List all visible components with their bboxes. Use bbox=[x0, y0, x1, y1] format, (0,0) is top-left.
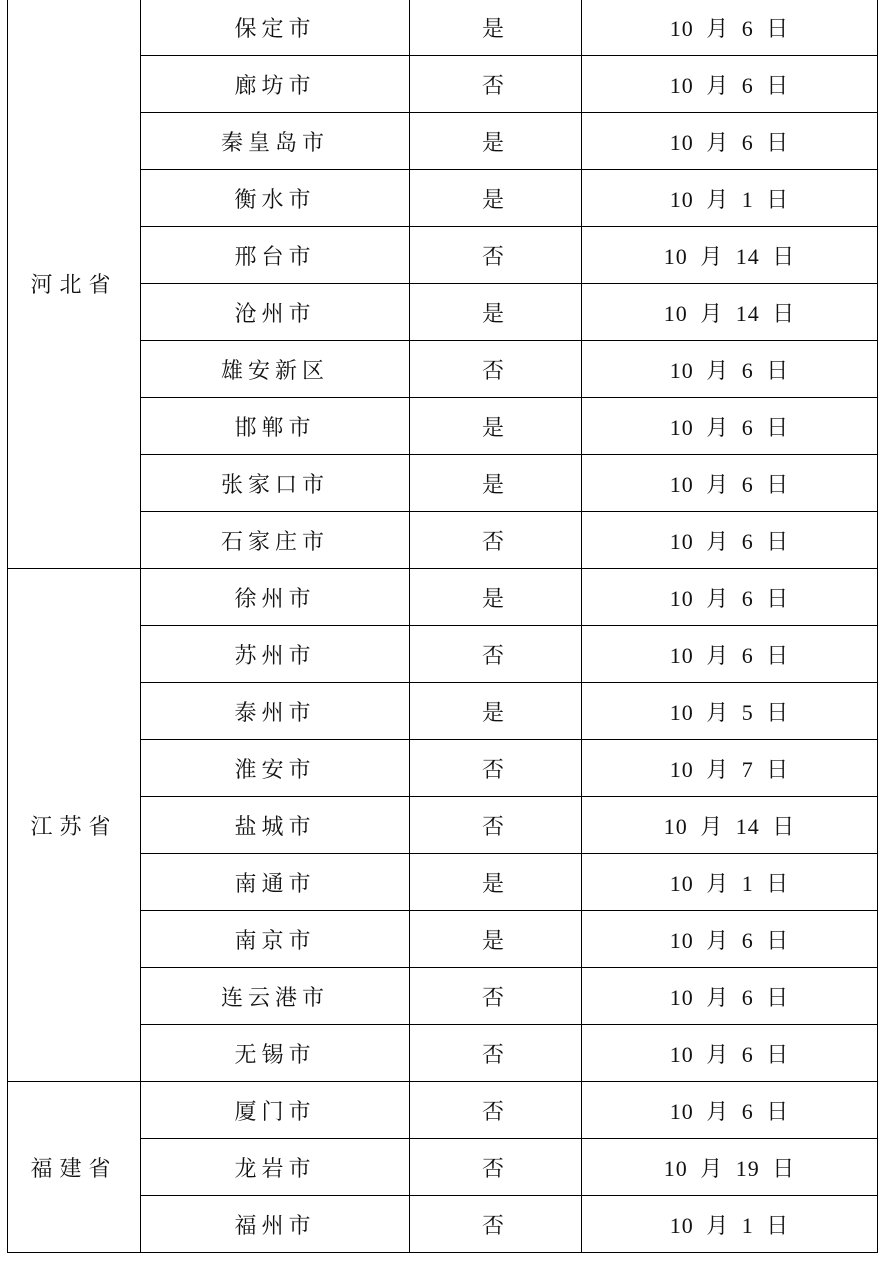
date-cell: 10 月 14 日 bbox=[582, 797, 878, 854]
city-cell: 苏州市 bbox=[141, 626, 410, 683]
city-cell: 淮安市 bbox=[141, 740, 410, 797]
flag-cell: 是 bbox=[410, 683, 582, 740]
flag-cell: 否 bbox=[410, 626, 582, 683]
date-cell: 10 月 1 日 bbox=[582, 854, 878, 911]
province-cell: 河北省 bbox=[8, 0, 141, 569]
city-cell: 南京市 bbox=[141, 911, 410, 968]
flag-cell: 否 bbox=[410, 56, 582, 113]
flag-cell: 否 bbox=[410, 227, 582, 284]
date-cell: 10 月 6 日 bbox=[582, 1025, 878, 1082]
city-cell: 保定市 bbox=[141, 0, 410, 56]
city-cell: 沧州市 bbox=[141, 284, 410, 341]
date-cell: 10 月 1 日 bbox=[582, 170, 878, 227]
province-cell: 福建省 bbox=[8, 1082, 141, 1253]
flag-cell: 否 bbox=[410, 1025, 582, 1082]
city-cell: 廊坊市 bbox=[141, 56, 410, 113]
date-cell: 10 月 14 日 bbox=[582, 284, 878, 341]
date-cell: 10 月 6 日 bbox=[582, 968, 878, 1025]
date-cell: 10 月 6 日 bbox=[582, 455, 878, 512]
date-cell: 10 月 1 日 bbox=[582, 1196, 878, 1253]
flag-cell: 否 bbox=[410, 341, 582, 398]
city-cell: 衡水市 bbox=[141, 170, 410, 227]
date-cell: 10 月 6 日 bbox=[582, 1082, 878, 1139]
city-cell: 雄安新区 bbox=[141, 341, 410, 398]
city-cell: 秦皇岛市 bbox=[141, 113, 410, 170]
date-cell: 10 月 6 日 bbox=[582, 626, 878, 683]
date-cell: 10 月 6 日 bbox=[582, 398, 878, 455]
city-cell: 福州市 bbox=[141, 1196, 410, 1253]
flag-cell: 是 bbox=[410, 569, 582, 626]
data-table bbox=[7, 0, 878, 1253]
city-cell: 泰州市 bbox=[141, 683, 410, 740]
city-cell: 盐城市 bbox=[141, 797, 410, 854]
flag-cell: 否 bbox=[410, 512, 582, 569]
province-cell: 江苏省 bbox=[8, 569, 141, 1082]
city-cell: 邯郸市 bbox=[141, 398, 410, 455]
table-row bbox=[8, 0, 878, 56]
flag-cell: 是 bbox=[410, 854, 582, 911]
date-cell: 10 月 6 日 bbox=[582, 911, 878, 968]
city-cell: 张家口市 bbox=[141, 455, 410, 512]
flag-cell: 是 bbox=[410, 113, 582, 170]
flag-cell: 否 bbox=[410, 968, 582, 1025]
city-cell: 邢台市 bbox=[141, 227, 410, 284]
table-body bbox=[8, 0, 878, 1253]
date-cell: 10 月 6 日 bbox=[582, 113, 878, 170]
date-cell: 10 月 5 日 bbox=[582, 683, 878, 740]
flag-cell: 是 bbox=[410, 170, 582, 227]
table-row bbox=[8, 569, 878, 626]
date-cell: 10 月 6 日 bbox=[582, 56, 878, 113]
date-cell: 10 月 6 日 bbox=[582, 341, 878, 398]
date-cell: 10 月 14 日 bbox=[582, 227, 878, 284]
flag-cell: 是 bbox=[410, 284, 582, 341]
flag-cell: 否 bbox=[410, 1196, 582, 1253]
city-cell: 厦门市 bbox=[141, 1082, 410, 1139]
date-cell: 10 月 6 日 bbox=[582, 512, 878, 569]
date-cell: 10 月 7 日 bbox=[582, 740, 878, 797]
flag-cell: 是 bbox=[410, 455, 582, 512]
flag-cell: 否 bbox=[410, 797, 582, 854]
city-cell: 南通市 bbox=[141, 854, 410, 911]
city-cell: 连云港市 bbox=[141, 968, 410, 1025]
city-cell: 龙岩市 bbox=[141, 1139, 410, 1196]
flag-cell: 否 bbox=[410, 1082, 582, 1139]
city-cell: 无锡市 bbox=[141, 1025, 410, 1082]
flag-cell: 否 bbox=[410, 740, 582, 797]
date-cell: 10 月 6 日 bbox=[582, 569, 878, 626]
date-cell: 10 月 19 日 bbox=[582, 1139, 878, 1196]
city-cell: 徐州市 bbox=[141, 569, 410, 626]
flag-cell: 是 bbox=[410, 911, 582, 968]
table-row bbox=[8, 1082, 878, 1139]
city-cell: 石家庄市 bbox=[141, 512, 410, 569]
date-cell: 10 月 6 日 bbox=[582, 0, 878, 56]
flag-cell: 否 bbox=[410, 1139, 582, 1196]
flag-cell: 是 bbox=[410, 398, 582, 455]
flag-cell: 是 bbox=[410, 0, 582, 56]
